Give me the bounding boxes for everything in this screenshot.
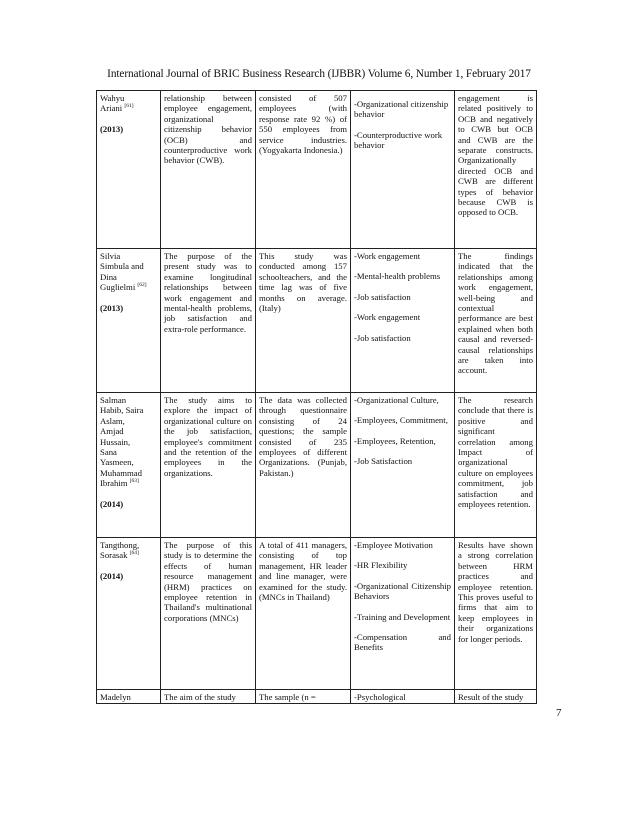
- reference-number: [63]: [129, 478, 139, 485]
- author-name: Aslam,: [100, 415, 125, 426]
- variable-item: -Compensation and Benefits: [354, 632, 451, 653]
- page-number: 7: [556, 707, 562, 719]
- result-cell: engagement is related positively to OCB and negatively to CWB but OCB and CWB are the separate constructs. Organizationally directed OCB and CWB are different types of behavior because CWB is opposed to OCB.: [455, 91, 537, 249]
- table-row: [97, 690, 537, 704]
- variables-cell: [351, 91, 455, 249]
- author-cell: [97, 538, 161, 690]
- author-cell: [97, 690, 161, 704]
- purpose-cell: The purpose of this study is to determine the effects of human resource management (HRM) practices on employee retention in Thailand's multinational corporations (MNCs): [161, 538, 256, 690]
- variable-item: -Organizational citizenship behavior: [354, 99, 449, 120]
- author-name: Hussain,: [100, 436, 131, 447]
- variable-item: -HR Flexibility: [354, 560, 408, 571]
- table-row: [97, 249, 537, 393]
- sample-cell: A total of 411 managers, consisting of top management, HR leader and line manager, were examined for the study. (MNCs in Thailand): [256, 538, 351, 690]
- reference-number: [61]: [124, 103, 134, 110]
- author-cell: [97, 249, 161, 393]
- author-name: Sana: [100, 447, 117, 458]
- author-name: Silvia: [100, 251, 121, 261]
- author-name: Habib, Saira: [100, 405, 144, 416]
- table-row: [97, 91, 537, 249]
- purpose-cell: The purpose of the present study was to examine longitudinal relationships between work engagement and mental-health problems, job satisfaction and extra-role performance.: [161, 249, 256, 393]
- variables-cell: [351, 538, 455, 690]
- variable-item: -Mental-health problems: [354, 271, 441, 282]
- sample-cell: The sample (n =: [256, 690, 351, 704]
- sample-cell: consisted of 507 employees (with response rate 92 %) of 550 employees from service industries. (Yogyakarta Indonesia.): [256, 91, 351, 249]
- result-cell: Result of the study: [455, 690, 537, 704]
- author-cell: [97, 393, 161, 538]
- table-row: [97, 393, 537, 538]
- variables-cell: [351, 249, 455, 393]
- result-cell: Results have shown a strong correlation between HRM practices and employee retention. This proves useful to firms that aim to keep employees in their organizations for longer periods.: [455, 538, 537, 690]
- variable-item: -Training and Development: [354, 611, 451, 622]
- variable-item: -Employees, Commitment,: [354, 415, 448, 426]
- author-name: Yasmeen,: [100, 457, 134, 468]
- literature-table: [96, 90, 537, 704]
- publication-year: (2013): [100, 123, 124, 134]
- reference-number: [62]: [137, 282, 147, 289]
- variable-item: -Psychological: [354, 692, 406, 702]
- author-name: Madelyn: [100, 692, 131, 702]
- variable-item: -Work engagement: [354, 251, 421, 261]
- variable-item: -Work engagement: [354, 312, 421, 323]
- purpose-cell: The aim of the study: [161, 690, 256, 704]
- result-cell: The findings indicated that the relationships among work engagement, well-being and contextual performance are best explained when both causal and reversed-causal relationships are taken into account.: [455, 249, 537, 393]
- author-name: Sorasak: [100, 550, 128, 561]
- variable-item: -Counterproductive work behavior: [354, 129, 443, 151]
- purpose-cell: relationship between employee engagement, organizational citizenship behavior (OCB) and counterproductive work behavior (CWB).: [161, 91, 256, 249]
- publication-year: (2014): [100, 570, 124, 581]
- variable-item: -Employees, Retention,: [354, 435, 436, 446]
- variable-item: -Job satisfaction: [354, 291, 411, 302]
- author-name: Amjad: [100, 426, 124, 437]
- author-name: Muhammad: [100, 467, 142, 478]
- author-name: Dina: [100, 271, 117, 282]
- variables-cell: [351, 690, 455, 704]
- variable-item: -Employee Motivation: [354, 540, 433, 550]
- author-name: Salman: [100, 395, 127, 405]
- variable-item: -Job Satisfaction: [354, 456, 413, 467]
- variable-item: -Organizational Culture,: [354, 395, 439, 405]
- variable-item: -Organizational Citizenship Behaviors: [354, 580, 451, 602]
- author-cell: [97, 91, 161, 249]
- author-name: Ariani: [100, 103, 123, 114]
- variable-item: -Job satisfaction: [354, 332, 411, 343]
- sample-cell: This study was conducted among 157 schoolteachers, and the time lag was of five months on average. (Italy): [256, 249, 351, 393]
- publication-year: (2014): [100, 498, 124, 509]
- journal-header: International Journal of BRIC Business Research (IJBBR) Volume 6, Number 1, February 2017: [107, 68, 531, 80]
- publication-year: (2013): [100, 302, 124, 313]
- author-name: Guglielmi: [100, 282, 136, 293]
- result-cell: The research conclude that there is positive and significant correlation among Impact of organizational culture on employees commitment, job satisfaction and employees retention.: [455, 393, 537, 538]
- purpose-cell: The study aims to explore the impact of organizational culture on the job satisfaction, employee's commitment and the retention of the employees in the organizations.: [161, 393, 256, 538]
- author-name: Wahyu: [100, 93, 125, 103]
- table-row: [97, 538, 537, 690]
- sample-cell: The data was collected through questionnaire consisting of 24 questions; the sample consisted of 235 employees of different Organizations. (Punjab, Pakistan.): [256, 393, 351, 538]
- reference-number: [64]: [129, 550, 139, 557]
- author-name: Tangthong,: [100, 540, 140, 550]
- variables-cell: [351, 393, 455, 538]
- author-name: Ibrahim: [100, 478, 128, 489]
- author-name: Simbula and: [100, 261, 144, 272]
